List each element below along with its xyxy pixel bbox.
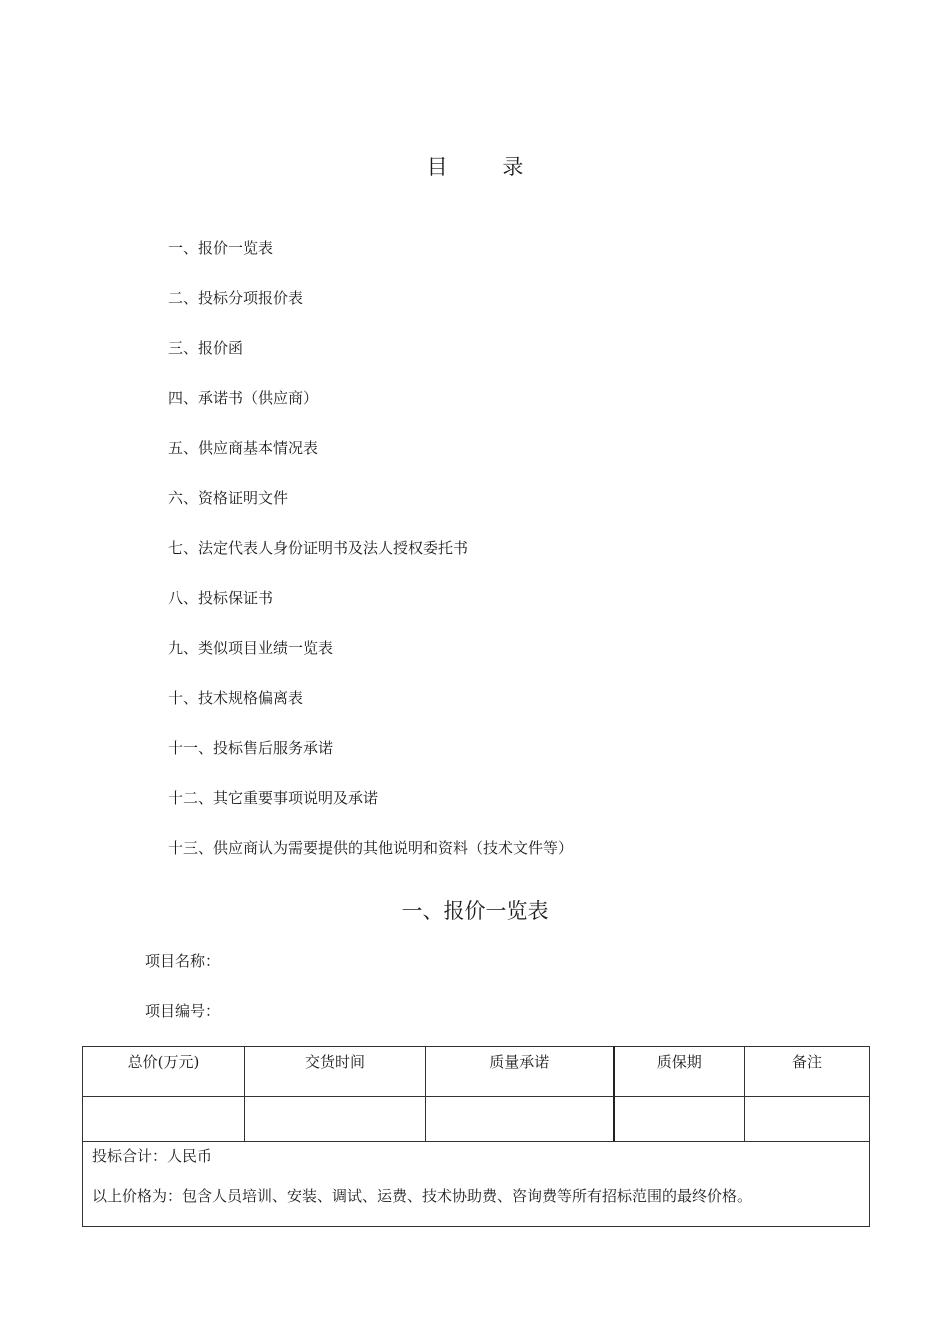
- toc-item: 四、承诺书（供应商）: [168, 389, 319, 407]
- cell-total-price: [83, 1097, 245, 1142]
- toc-item: 十一、投标售后服务承诺: [168, 739, 334, 757]
- summary-cell: [83, 1142, 870, 1227]
- toc-item: 六、资格证明文件: [168, 489, 289, 507]
- header-total-price: 总价(万元): [83, 1047, 245, 1097]
- quote-table: [82, 1046, 870, 1227]
- cell-delivery-time: [245, 1097, 426, 1142]
- header-remarks: 备注: [745, 1047, 870, 1097]
- toc-item: 十、技术规格偏离表: [168, 689, 304, 707]
- toc-item: 十三、供应商认为需要提供的其他说明和资料（技术文件等）: [168, 839, 574, 857]
- table-summary-row: [83, 1142, 870, 1227]
- toc-item: 九、类似项目业绩一览表: [168, 639, 334, 657]
- toc-title: 目 录: [426, 155, 548, 179]
- price-note: 以上价格为：包含人员培训、安装、调试、运费、技术协助费、咨询费等所有招标范围的最终价格。: [92, 1187, 753, 1205]
- section-title: 一、报价一览表: [401, 899, 549, 923]
- cell-remarks: [745, 1097, 870, 1142]
- toc-item: 二、投标分项报价表: [168, 289, 304, 307]
- toc-item: 七、法定代表人身份证明书及法人授权委托书: [168, 539, 469, 557]
- bid-total-label: 投标合计：人民币: [92, 1147, 213, 1165]
- toc-item: 三、报价函: [168, 339, 244, 357]
- header-quality-commitment: 质量承诺: [426, 1047, 614, 1097]
- toc-item: 一、报价一览表: [168, 239, 274, 257]
- table-header-row: [83, 1047, 870, 1097]
- project-name-label: 项目名称：: [145, 952, 221, 970]
- cell-quality-commitment: [426, 1097, 614, 1142]
- table-row: [83, 1097, 870, 1142]
- cell-warranty-period: [614, 1097, 745, 1142]
- toc-item: 十二、其它重要事项说明及承诺: [168, 789, 379, 807]
- project-number-label: 项目编号：: [145, 1002, 221, 1020]
- header-warranty-period: 质保期: [614, 1047, 745, 1097]
- toc-item: 八、投标保证书: [168, 589, 274, 607]
- header-delivery-time: 交货时间: [245, 1047, 426, 1097]
- toc-item: 五、供应商基本情况表: [168, 439, 319, 457]
- toc-list: [168, 236, 573, 886]
